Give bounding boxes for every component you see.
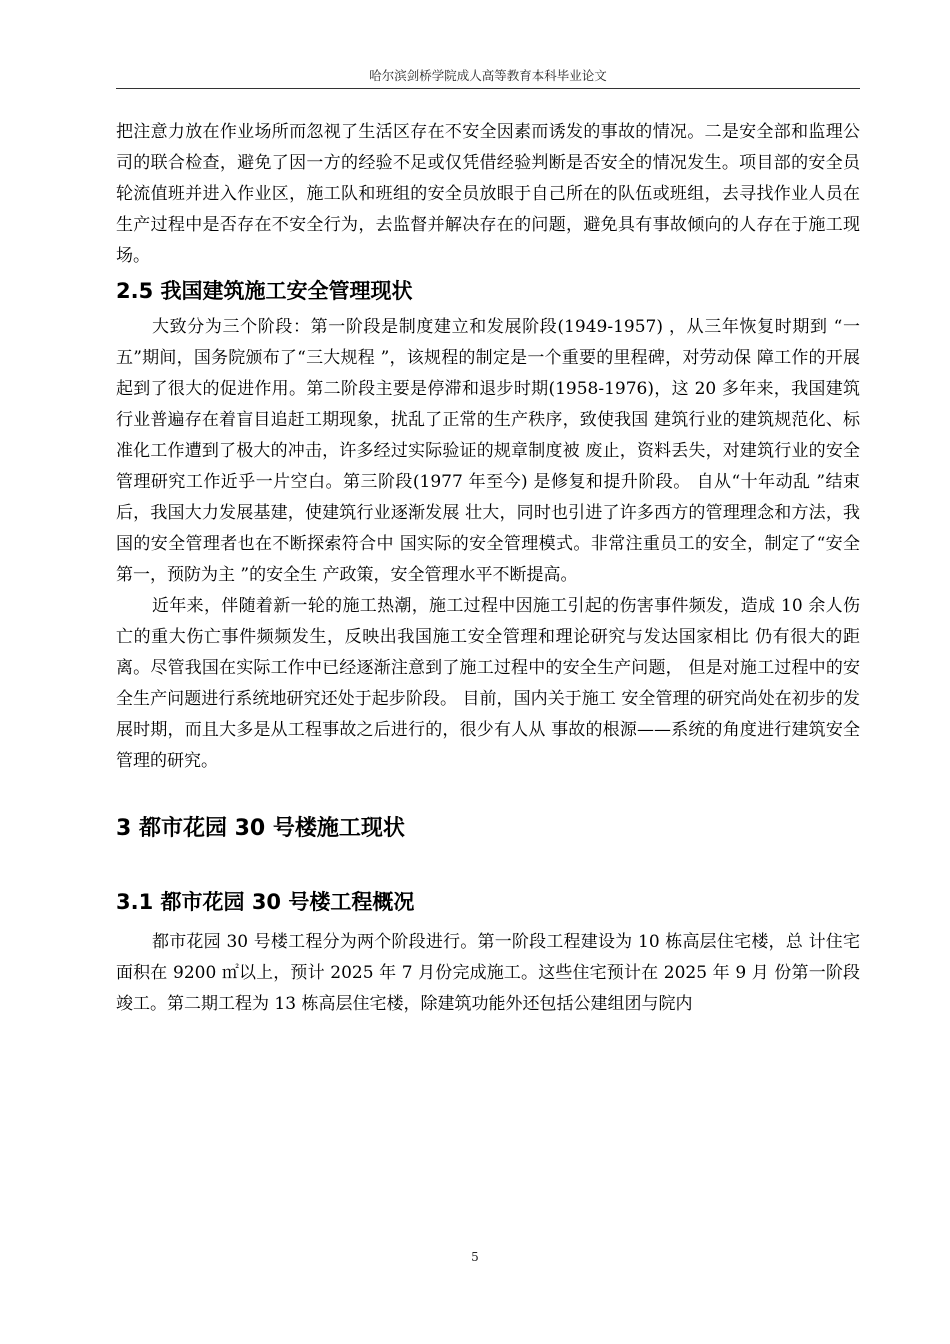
page-number: 5 <box>471 1250 479 1264</box>
paragraph-continuation: 把注意力放在作业场所而忽视了生活区存在不安全因素而诱发的事故的情况。二是安全部和监理公司的联合检查，避免了因一方的经验不足或仅凭借经验判断是否安全的情况发生。项目部的安全员轮流值班并进入作业区，施工队和班组的安全员放眼于自己所在的队伍或班组，去寻找作业人员在生产过程中是否存在不安全行为，去监督并解决存在的问题，避免具有事故倾向的人存在于施工现场。 <box>116 122 860 266</box>
section-heading-3-1: 3.1 都市花园 30 号楼工程概况 <box>116 890 415 914</box>
paragraph-safety-stages: 大致分为三个阶段：第一阶段是制度建立和发展阶段(1949-1957) ，从三年恢复时期到 “一五”期间，国务院颁布了“三大规程 ”，该规程的制定是一个重要的里程碑，对劳动保 障工作的开展起到了很大的促进作用。第二阶段主要是停滞和退步时期(1958-1976)，这 20 多年来，我国建筑行业普遍存在着盲目追赶工期现象，扰乱了正常的生产秩序，致使我国 建筑行业的建筑规范化、标准化工作遭到了极大的冲击，许多经过实际验证的规章制度被 废止，资料丢失，对建筑行业的安全管理研究工作近乎一片空白。第三阶段(1977 年至今) 是修复和提升阶段。 自从“十年动乱 ”结束后，我国大力发展基建，使建筑行业逐渐发展 壮大，同时也引进了许多西方的管理理念和方法，我国的安全管理者也在不断探索符合中 国实际的安全管理模式。非常注重员工的安全，制定了“安全第一，预防为主 ”的安全生 产政策，安全管理水平不断提高。 <box>116 317 860 585</box>
paragraph-project-overview: 都市花园 30 号楼工程分为两个阶段进行。第一阶段工程建设为 10 栋高层住宅楼，总 计住宅面积在 9200 ㎡以上，预计 2025 年 7 月份完成施工。这些住宅预计在 2025 年 9 月 份第一阶段竣工。第二期工程为 13 栋高层住宅楼，除建筑功能外还包括公建组团与院内 <box>116 932 860 1014</box>
header-divider <box>116 88 860 89</box>
document-body <box>116 117 860 1020</box>
paragraph-recent-years: 近年来，伴随着新一轮的施工热潮，施工过程中因施工引起的伤害事件频发，造成 10 余人伤亡的重大伤亡事件频频发生，反映出我国施工安全管理和理论研究与发达国家相比 仍有很大的距离。尽管我国在实际工作中已经逐渐注意到了施工过程中的安全生产问题， 但是对施工过程中的安全生产问题进行系统地研究还处于起步阶段。 目前，国内关于施工 安全管理的研究尚处在初步的发展时期，而且大多是从工程事故之后进行的，很少有人从 事故的根源——系统的角度进行建筑安全管理的研究。 <box>116 596 860 771</box>
running-header: 哈尔滨剑桥学院成人高等教育本科毕业论文 <box>369 68 607 83</box>
chapter-heading-3: 3 都市花园 30 号楼施工现状 <box>116 816 405 841</box>
section-heading-2-5: 2.5 我国建筑施工安全管理现状 <box>116 279 413 303</box>
